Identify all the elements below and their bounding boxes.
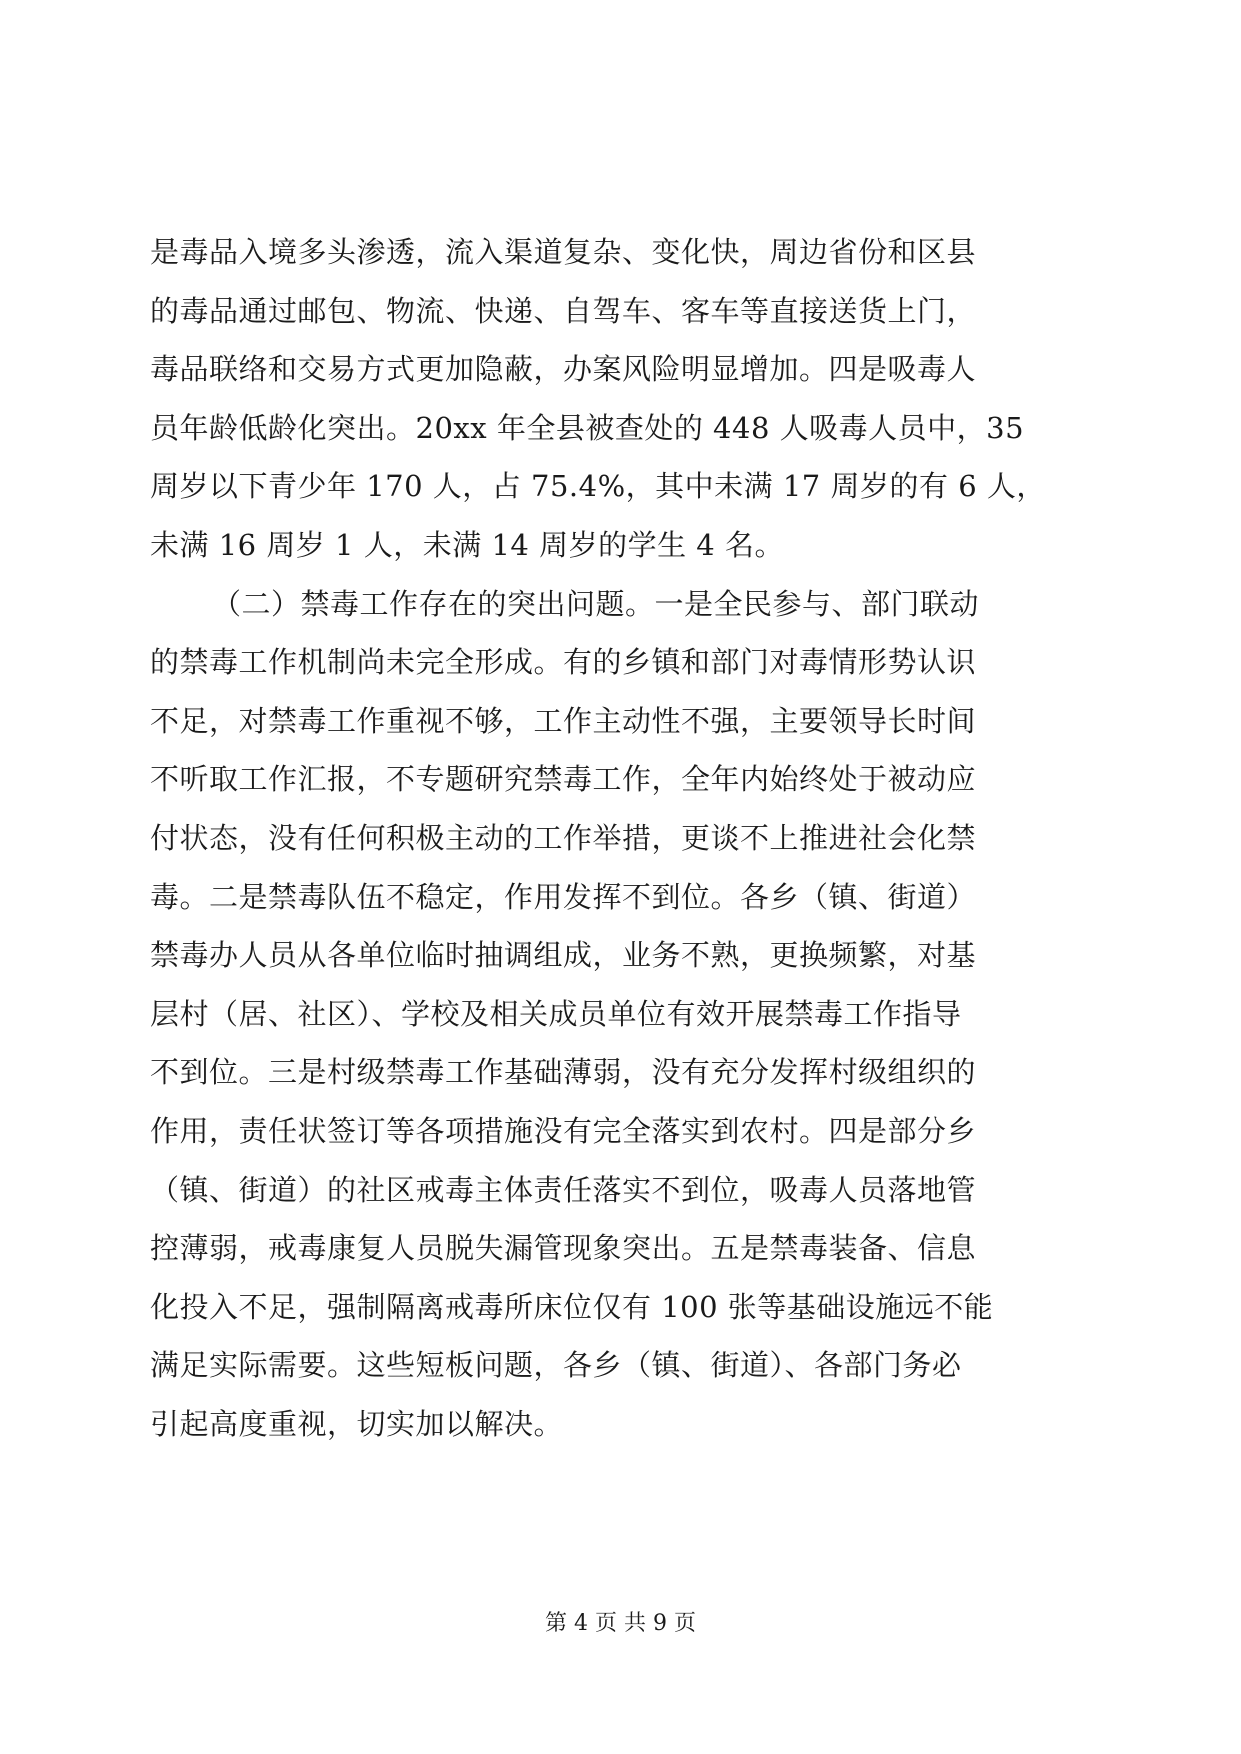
- page-footer: 第 4 页 共 9 页: [545, 1611, 696, 1636]
- text-line: 周岁以下青少年 170 人，占 75.4%，其中未满 17 周岁的有 6 人，: [150, 469, 1046, 504]
- text-line: 引起高度重视，切实加以解决。: [150, 1407, 564, 1441]
- text-line: （二）禁毒工作存在的突出问题。一是全民参与、部门联动: [212, 586, 980, 621]
- text-line: 层村（居、社区）、学校及相关成员单位有效开展禁毒工作指导: [150, 996, 962, 1031]
- text-line: 禁毒办人员从各单位临时抽调组成，业务不熟，更换频繁，对基: [150, 938, 977, 973]
- text-line: 作用，责任状签订等各项措施没有完全落实到农村。四是部分乡: [150, 1114, 977, 1148]
- text-line: 不听取工作汇报，不专题研究禁毒工作，全年内始终处于被动应: [150, 762, 977, 797]
- text-line: 毒。二是禁毒队伍不稳定，作用发挥不到位。各乡（镇、街道）: [150, 879, 977, 914]
- text-line: 付状态，没有任何积极主动的工作举措，更谈不上推进社会化禁: [150, 821, 977, 855]
- text-line: 控薄弱，戒毒康复人员脱失漏管现象突出。五是禁毒装备、信息: [150, 1231, 977, 1266]
- text-line: 的毒品通过邮包、物流、快递、自驾车、客车等直接送货上门，: [150, 293, 977, 328]
- text-line: 毒品联络和交易方式更加隐蔽，办案风险明显增加。四是吸毒人: [150, 352, 977, 387]
- text-line: 化投入不足，强制隔离戒毒所床位仅有 100 张等基础设施远不能: [150, 1289, 994, 1324]
- text-line: 满足实际需要。这些短板问题，各乡（镇、街道）、各部门务必: [150, 1348, 962, 1383]
- text-line: 是毒品入境多头渗透，流入渠道复杂、变化快，周边省份和区县: [150, 235, 977, 269]
- text-line: （镇、街道）的社区戒毒主体责任落实不到位，吸毒人员落地管: [150, 1172, 977, 1207]
- text-line: 不到位。三是村级禁毒工作基础薄弱，没有充分发挥村级组织的: [150, 1055, 977, 1090]
- text-line: 不足，对禁毒工作重视不够，工作主动性不强，主要领导长时间: [150, 703, 977, 738]
- text-line: 员年龄低龄化突出。20xx 年全县被查处的 448 人吸毒人员中，35: [150, 410, 1025, 445]
- text-line: 的禁毒工作机制尚未完全形成。有的乡镇和部门对毒情形势认识: [150, 645, 977, 680]
- text-line: 未满 16 周岁 1 人，未满 14 周岁的学生 4 名。: [150, 528, 784, 562]
